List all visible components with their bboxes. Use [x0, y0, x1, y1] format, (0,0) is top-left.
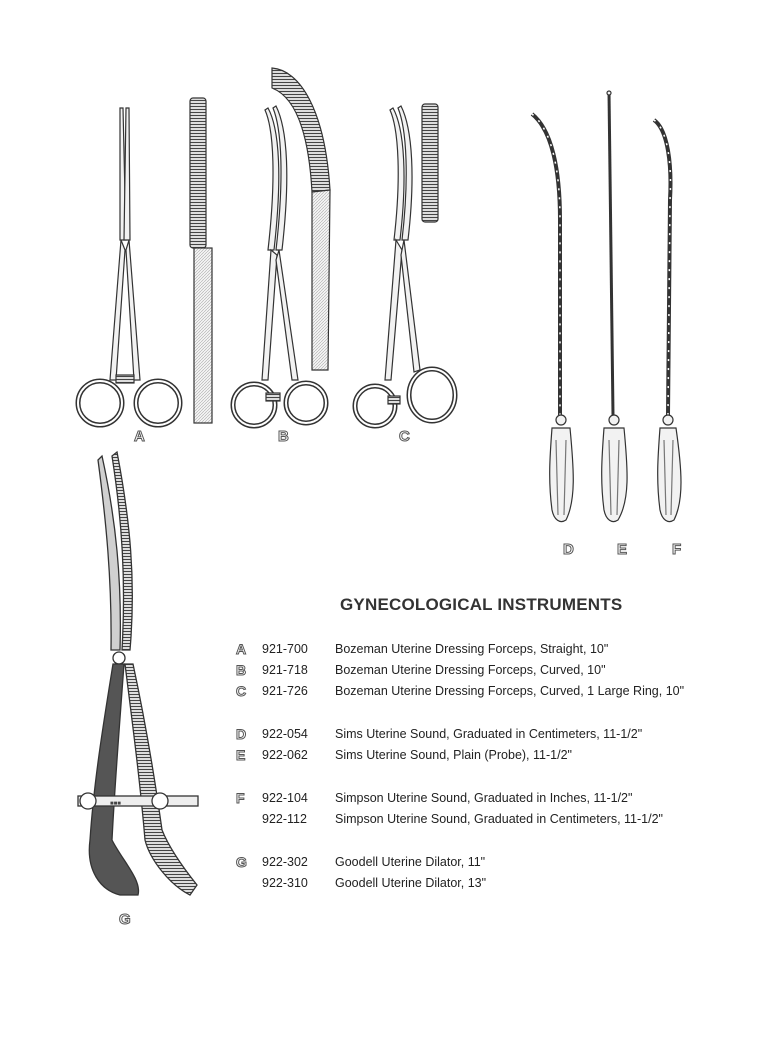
forceps-a-illustration [78, 108, 180, 425]
catalog-row [236, 683, 756, 704]
figure-label-e: E [617, 541, 628, 558]
catalog-row [236, 854, 756, 875]
item-letter: F [236, 790, 245, 806]
item-letter: G [236, 854, 247, 870]
item-code: 922-054 [262, 727, 308, 741]
item-code: 922-310 [262, 876, 308, 890]
group-spacer [236, 704, 756, 726]
forceps-c-jaw-detail [422, 104, 438, 222]
item-code: 922-112 [262, 812, 307, 826]
item-code: 921-718 [262, 663, 308, 677]
forceps-c-illustration [355, 106, 455, 426]
item-description: Bozeman Uterine Dressing Forceps, Curved, 10" [335, 663, 606, 677]
item-description: Goodell Uterine Dilator, 11" [335, 855, 486, 869]
item-code: 921-700 [262, 642, 308, 656]
item-description: Simpson Uterine Sound, Graduated in Centimeters, 11-1/2" [335, 812, 663, 826]
catalog-row [236, 641, 756, 662]
item-code: 922-302 [262, 855, 308, 869]
sound-f-illustration [654, 120, 681, 522]
item-description: Simpson Uterine Sound, Graduated in Inches, 11-1/2" [335, 791, 633, 805]
catalog-row [236, 747, 756, 768]
sound-e-illustration [602, 91, 627, 522]
group-spacer [236, 832, 756, 854]
item-description: Bozeman Uterine Dressing Forceps, Straight, 10" [335, 642, 609, 656]
catalog-row [236, 811, 756, 832]
forceps-a-jaw-detail [190, 98, 212, 423]
figure-label-f: F [672, 541, 682, 558]
item-letter: E [236, 747, 246, 763]
item-description: Sims Uterine Sound, Graduated in Centimeters, 11-1/2" [335, 727, 643, 741]
item-description: Bozeman Uterine Dressing Forceps, Curved, 1 Large Ring, 10" [335, 684, 685, 698]
figure-label-b: B [278, 428, 289, 445]
dilator-g-illustration [78, 452, 198, 895]
figure-label-d: D [563, 541, 574, 558]
item-description: Goodell Uterine Dilator, 13" [335, 876, 487, 890]
catalog-row [236, 875, 756, 896]
catalog-row [236, 790, 756, 811]
item-letter: D [236, 726, 247, 742]
item-letter: B [236, 662, 247, 678]
item-description: Sims Uterine Sound, Plain (Probe), 11-1/2" [335, 748, 572, 762]
catalog-row [236, 662, 756, 683]
item-code: 921-726 [262, 684, 308, 698]
group-spacer [236, 768, 756, 790]
catalog-list [236, 641, 756, 896]
page-title: GYNECOLOGICAL INSTRUMENTS [340, 595, 623, 614]
svg-text:■■■: ■■■ [110, 801, 121, 807]
catalog-row [236, 726, 756, 747]
item-code: 922-062 [262, 748, 308, 762]
figure-label-a: A [134, 428, 145, 445]
figure-label-c: C [399, 428, 410, 445]
figure-label-g: G [119, 911, 131, 928]
item-letter: C [236, 683, 247, 699]
item-code: 922-104 [262, 791, 308, 805]
sound-d-illustration [532, 114, 573, 522]
item-letter: A [236, 641, 247, 657]
